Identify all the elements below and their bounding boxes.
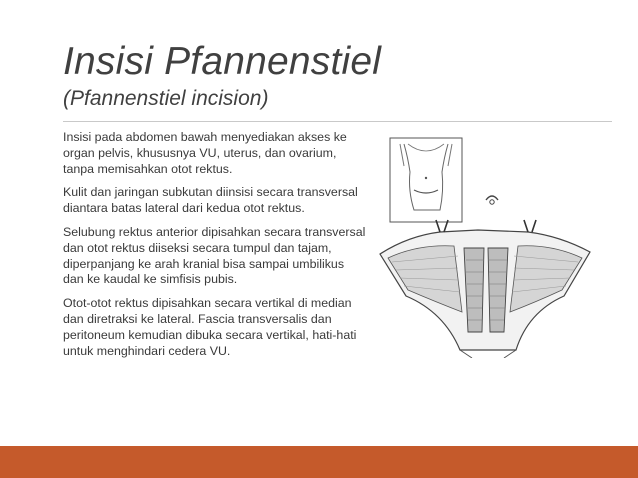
torso-inset bbox=[390, 138, 462, 222]
slide-subtitle: (Pfannenstiel incision) bbox=[63, 87, 269, 110]
body-text bbox=[63, 130, 368, 367]
paragraph: Selubung rektus anterior dipisahkan secara transversal dan otot rektus diiseksi secara tumpul dan tajam, diperpanjang ke arah kranial bisa sampai umbilikus dan ke kaudal ke simfisis pubis. bbox=[63, 224, 366, 287]
paragraph: Insisi pada abdomen bawah menyediakan akses ke organ pelvis, khususnya VU, uterus, dan ovarium, tanpa memisahkan otot rektus. bbox=[63, 130, 347, 176]
paragraph: Kulit dan jaringan subkutan diinsisi secara transversal diantara batas lateral dari kedua otot rektus. bbox=[63, 185, 358, 216]
footer-accent-bar bbox=[0, 446, 638, 478]
incision-drawing bbox=[380, 220, 590, 358]
title-divider bbox=[63, 121, 612, 122]
orientation-mark-icon bbox=[486, 196, 498, 204]
slide-title: Insisi Pfannenstiel bbox=[63, 40, 382, 83]
surgical-illustration bbox=[378, 136, 592, 358]
paragraph: Otot-otot rektus dipisahkan secara vertikal di median dan diretraksi ke lateral. Fascia transversalis dan peritoneum kemudian dibuka secara vertikal, hati-hati untuk menghindari cedera VU. bbox=[63, 296, 357, 358]
